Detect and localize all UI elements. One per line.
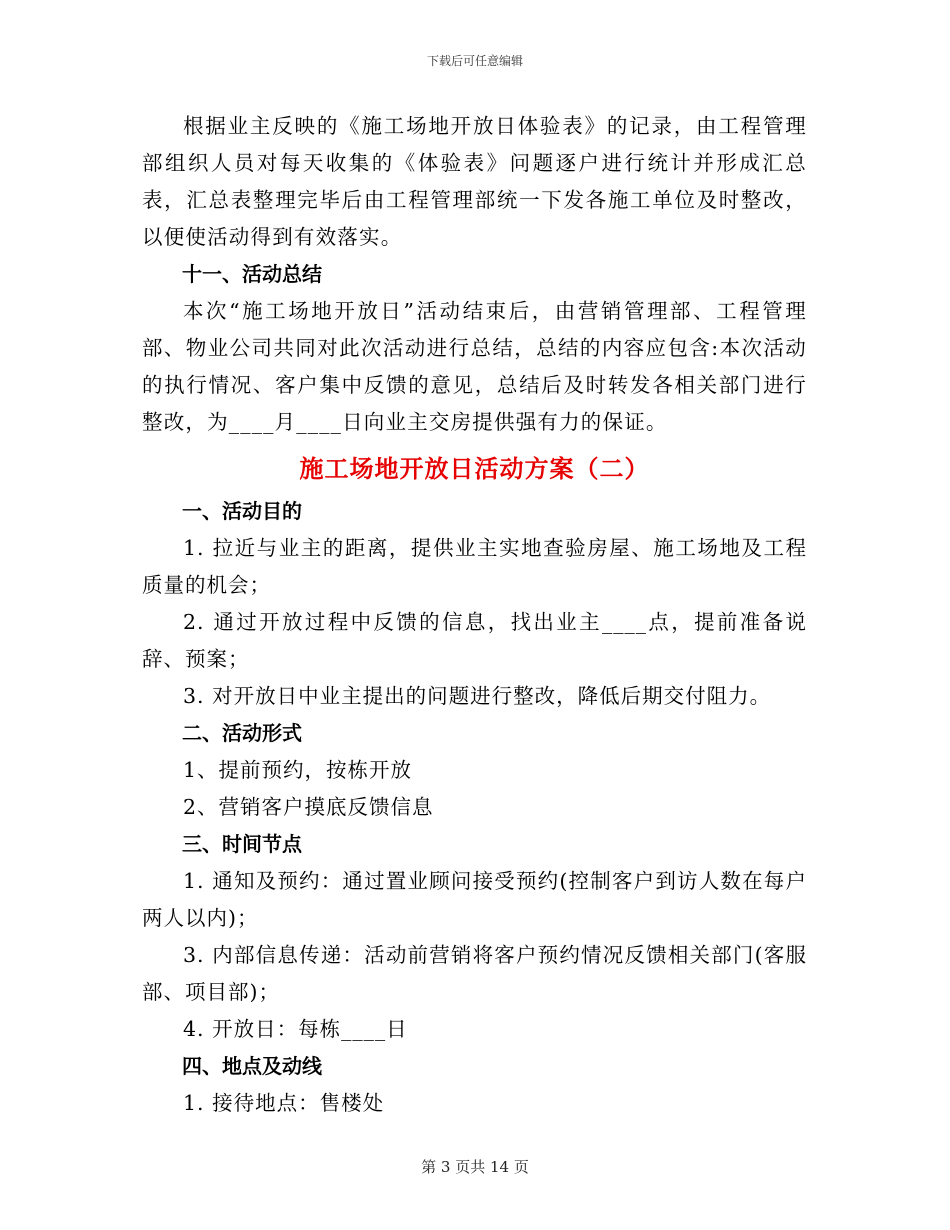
heading-location-route: 四、地点及动线 xyxy=(182,1054,322,1078)
heading-activity-form: 二、活动形式 xyxy=(182,721,302,745)
heading-activity-purpose: 一、活动目的 xyxy=(182,499,302,523)
list-item: 2、营销客户摸底反馈信息 xyxy=(183,795,434,819)
document-body xyxy=(142,108,807,1122)
list-item: 1、提前预约，按栋开放 xyxy=(183,758,413,782)
list-item: 4. 开放日：每栋____日 xyxy=(183,1017,408,1041)
list-item: 3. 内部信息传递：活动前营销将客户预约情况反馈相关部门(客服部、项目部)； xyxy=(142,943,807,1004)
paragraph-activity-summary: 本次“施工场地开放日”活动结束后，由营销管理部、工程管理部、物业公司共同对此次活动进行总结，总结的内容应包含:本次活动的执行情况、客户集中反馈的意见，总结后及时转发各相关部门进行整改，为____月____日向业主交房提供强有力的保证。 xyxy=(142,299,807,434)
document-title: 施工场地开放日活动方案（二） xyxy=(299,455,650,483)
paragraph-feedback-record: 根据业主反映的《施工场地开放日体验表》的记录，由工程管理部组织人员对每天收集的《体验表》问题逐户进行统计并形成汇总表，汇总表整理完毕后由工程管理部统一下发各施工单位及时整改，以便使活动得到有效落实。 xyxy=(142,114,807,249)
list-item: 1. 拉近与业主的距离，提供业主实地查验房屋、施工场地及工程质量的机会； xyxy=(142,536,807,597)
list-item: 2. 通过开放过程中反馈的信息，找出业主____点，提前准备说辞、预案； xyxy=(142,610,807,671)
heading-time-nodes: 三、时间节点 xyxy=(182,832,302,856)
list-item: 1. 接待地点：售楼处 xyxy=(183,1091,385,1115)
list-item: 1. 通知及预约：通过置业顾问接受预约(控制客户到访人数在每户两人以内)； xyxy=(142,869,807,930)
list-item: 3. 对开放日中业主提出的问题进行整改，降低后期交付阻力。 xyxy=(183,684,772,708)
page-header: 下载后可任意编辑 xyxy=(426,54,523,68)
page-footer: 第 3 页共 14 页 xyxy=(421,1158,529,1176)
heading-activity-summary: 十一、活动总结 xyxy=(182,262,322,286)
